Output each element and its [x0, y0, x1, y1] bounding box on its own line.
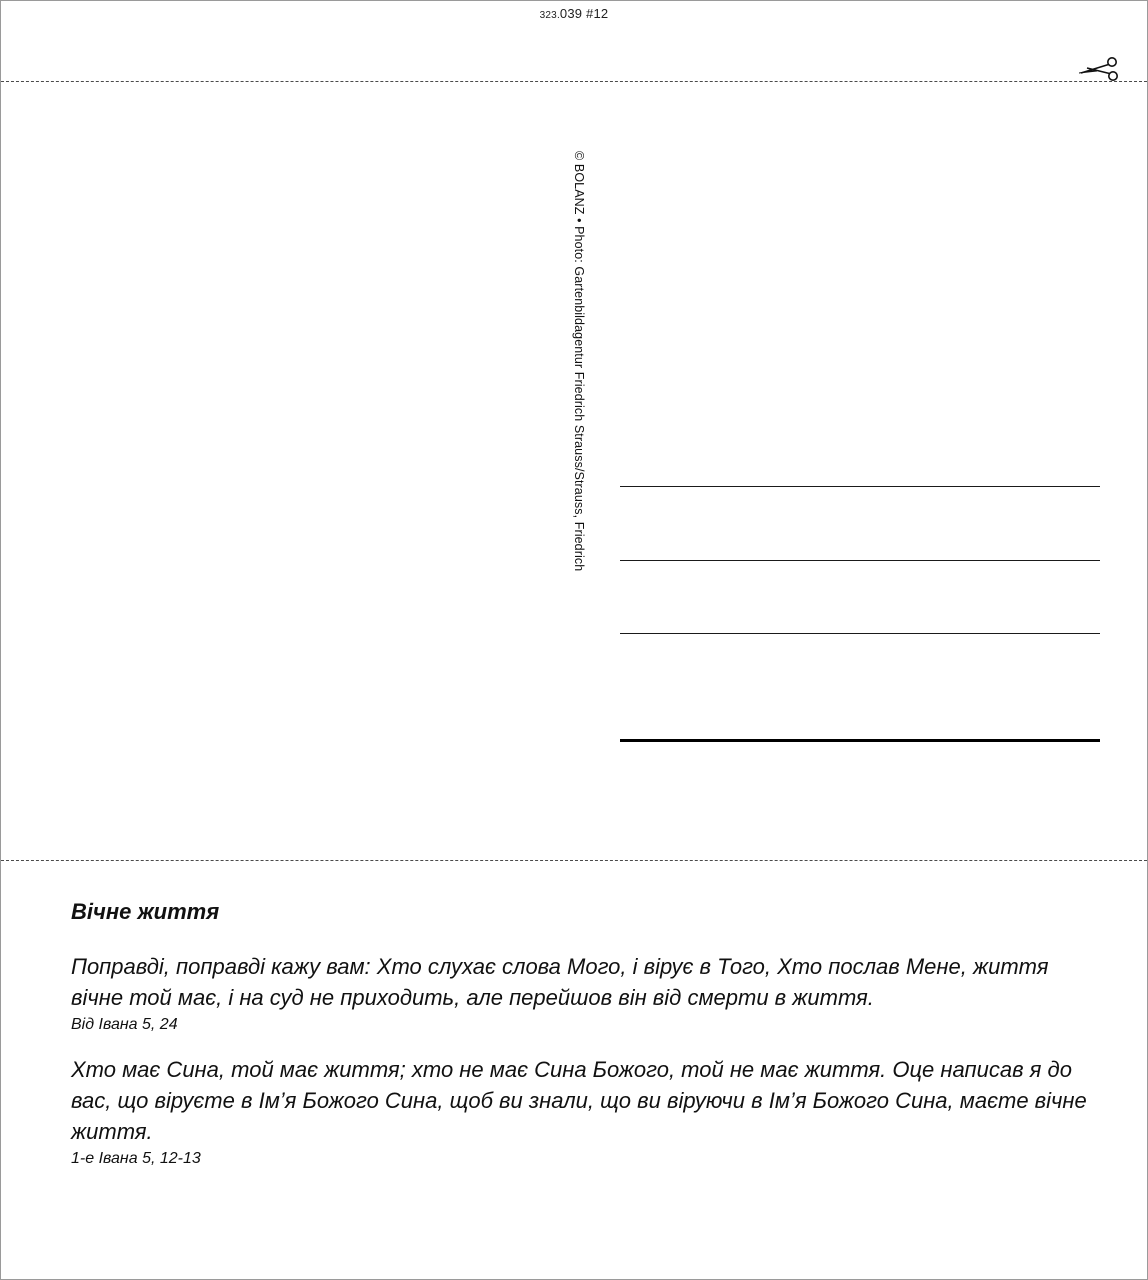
verse-reference: 1-е Івана 5, 12-13: [71, 1150, 201, 1168]
scissors-icon: [1077, 54, 1121, 84]
product-code-number: 039 #12: [559, 6, 609, 21]
verse-text: Поправді, поправді кажу вам: Хто слухає слова Мого, і вірує в Того, Хто послав Мене, життя вічне той має, і на суд не приходить, але перейшов він від смерти в життя.: [71, 954, 1049, 1011]
address-line-2: [620, 560, 1100, 561]
photo-credit: [570, 151, 586, 611]
photo-credit-text: © BOLANZ • Photo: Gartenbildagentur Friedrich Strauss/Strauss, Friedrich: [572, 151, 586, 572]
bottom-cut-line: [1, 860, 1147, 861]
verse-text: Хто має Сина, той має життя; хто не має Сина Божого, той не має життя. Оце написав я до вас, що віруєте в Ім’я Божого Сина, щоб ви знали, що ви віруючи в Ім’я Божого Сина, маєте вічне життя.: [71, 1057, 1087, 1145]
card-title: Вічне життя: [71, 899, 220, 924]
product-code: [1, 6, 1147, 21]
address-line-3: [620, 633, 1100, 634]
top-cut-line: [1, 81, 1147, 82]
product-code-prefix: 323.: [539, 10, 560, 21]
verse-reference: Від Івана 5, 24: [71, 1016, 178, 1034]
address-line-1: [620, 486, 1100, 487]
address-line-4: [620, 739, 1100, 742]
verse-section: [71, 899, 1101, 1188]
